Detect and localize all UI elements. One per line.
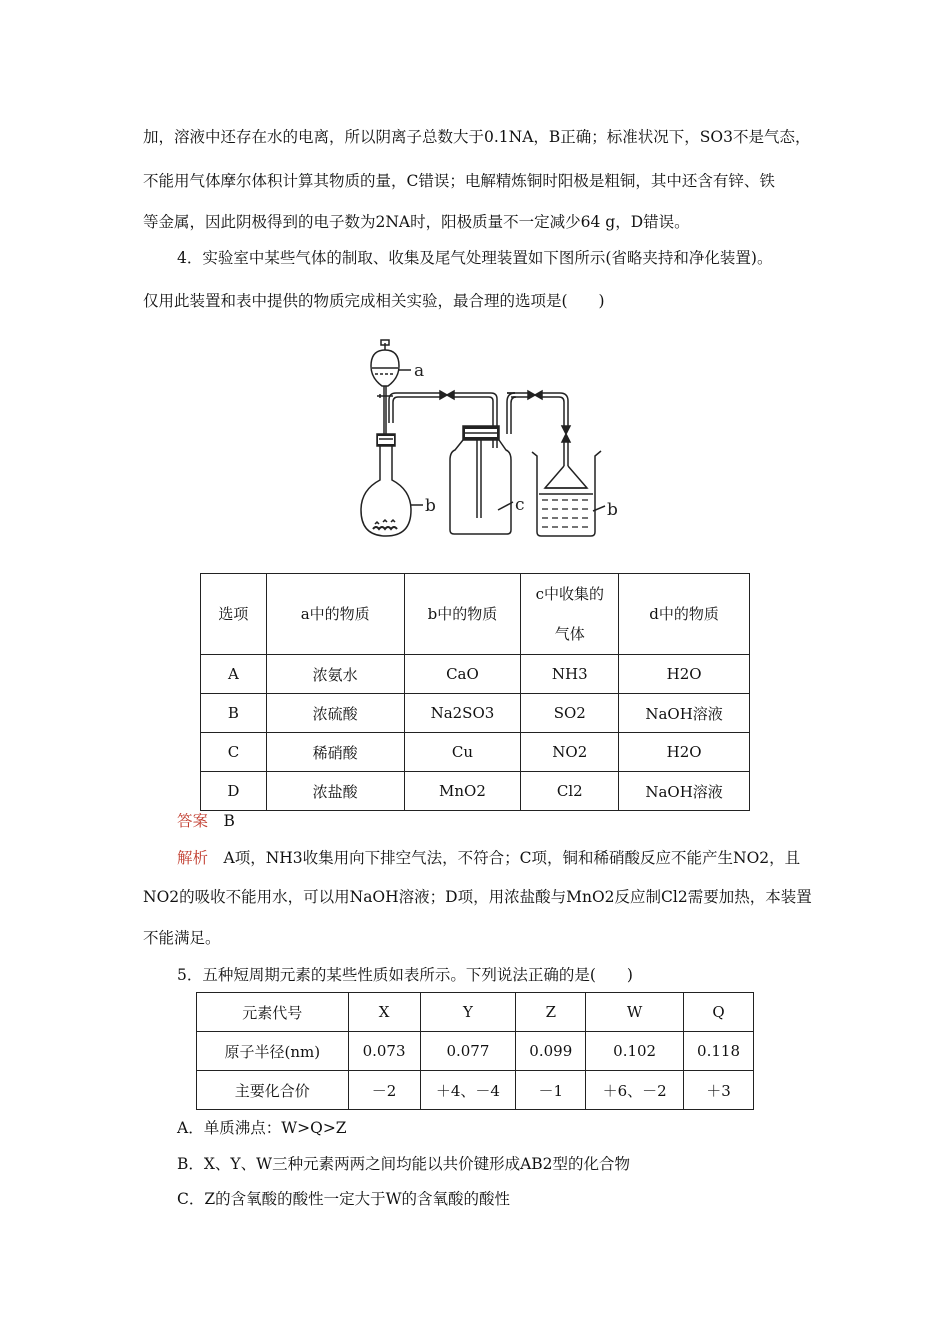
- table-cell: ＋4、－4: [420, 1071, 516, 1110]
- q4-options-table: [200, 573, 750, 811]
- table-cell: NH3: [521, 655, 619, 694]
- label-b-beaker: [593, 500, 618, 520]
- table-cell: 0.102: [586, 1032, 684, 1071]
- table-cell: 0.118: [684, 1032, 754, 1071]
- beaker: [532, 451, 601, 536]
- table-cell: NO2: [521, 733, 619, 772]
- table-cell: H2O: [619, 733, 750, 772]
- header-cell: d中的物质: [619, 574, 750, 655]
- table-row: [201, 694, 750, 733]
- table-cell: CaO: [404, 655, 521, 694]
- analysis-line-2: NO2的吸收不能用水，可以用NaOH溶液；D项，用浓盐酸与MnO2反应制Cl2需要加热，本装置: [143, 888, 812, 906]
- table-row: [197, 1032, 754, 1071]
- tube-2: [507, 391, 570, 466]
- label-a: [399, 361, 424, 381]
- header-line: 气体: [554, 625, 585, 643]
- table-cell: ＋3: [684, 1071, 754, 1110]
- table-cell: H2O: [619, 655, 750, 694]
- q5-stem: 5．五种短周期元素的某些性质如表所示。下列说法正确的是( ): [177, 966, 633, 984]
- table-cell: NaOH溶液: [619, 694, 750, 733]
- table-cell: ＋6、－2: [586, 1071, 684, 1110]
- separatory-funnel: [371, 340, 399, 416]
- table-cell: 原子半径(nm): [197, 1032, 349, 1071]
- table-cell: Y: [420, 993, 516, 1032]
- header-line: c中收集的: [535, 585, 604, 603]
- answer-value: B: [223, 812, 235, 830]
- q5-element-table: [196, 992, 754, 1110]
- table-cell: 浓硫酸: [266, 694, 404, 733]
- table-cell: Cl2: [521, 772, 619, 811]
- table-cell: 浓盐酸: [266, 772, 404, 811]
- header-cell: b中的物质: [404, 574, 521, 655]
- label-b-flask-text: b: [425, 496, 436, 516]
- table-cell: Na2SO3: [404, 694, 521, 733]
- analysis-label: 解析: [177, 849, 209, 867]
- table-cell: W: [586, 993, 684, 1032]
- table-cell: Z: [516, 993, 586, 1032]
- analysis-line-3: 不能满足。: [143, 929, 221, 947]
- table-cell: C: [201, 733, 267, 772]
- table-cell: Q: [684, 993, 754, 1032]
- collection-bottle: [450, 426, 511, 534]
- table-cell: －2: [348, 1071, 420, 1110]
- round-flask: [361, 416, 411, 536]
- table-cell: A: [201, 655, 267, 694]
- table-cell: 稀硝酸: [266, 733, 404, 772]
- analysis-line-1: [177, 847, 847, 869]
- q4-stem-line-1: 4．实验室中某些气体的制取、收集及尾气处理装置如下图所示(省略夹持和净化装置)。: [177, 249, 773, 267]
- header-cell: 选项: [201, 574, 267, 655]
- table-cell: MnO2: [404, 772, 521, 811]
- label-c-text: c: [515, 495, 525, 515]
- table-cell: SO2: [521, 694, 619, 733]
- q4-stem-line-2: 仅用此装置和表中提供的物质完成相关实验，最合理的选项是( ): [143, 292, 605, 310]
- analysis-text-1: A项，NH3收集用向下排空气法，不符合；C项，铜和稀硝酸反应不能产生NO2，且: [223, 849, 801, 867]
- label-b-beaker-text: b: [607, 500, 618, 520]
- answer-label: 答案: [177, 812, 209, 830]
- table-cell: D: [201, 772, 267, 811]
- label-a-text: a: [414, 361, 425, 381]
- table-row: [197, 1071, 754, 1110]
- table-cell: 主要化合价: [197, 1071, 349, 1110]
- table-row: [201, 655, 750, 694]
- table-row: [197, 993, 754, 1032]
- table-cell: 浓氨水: [266, 655, 404, 694]
- answer-line: [177, 810, 847, 832]
- table-row: [201, 733, 750, 772]
- intro-line-1: 加，溶液中还存在水的电离，所以阴离子总数大于0.1NA，B正确；标准状况下，SO3不是气态，: [143, 128, 811, 146]
- table-cell: X: [348, 993, 420, 1032]
- intro-line-2: 不能用气体摩尔体积计算其物质的量，C错误；电解精炼铜时阳极是粗铜，其中还含有锌、铁: [143, 172, 775, 190]
- header-cell-two-line: [521, 574, 619, 655]
- table-row: [201, 772, 750, 811]
- header-cell: a中的物质: [266, 574, 404, 655]
- table-cell: NaOH溶液: [619, 772, 750, 811]
- q5-option-a: A．单质沸点：W>Q>Z: [177, 1119, 347, 1137]
- table-cell: －1: [516, 1071, 586, 1110]
- table-cell: 元素代号: [197, 993, 349, 1032]
- intro-line-3: 等金属，因此阴极得到的电子数为2NA时，阳极质量不一定减少64 g，D错误。: [143, 213, 690, 231]
- label-b-flask: [411, 496, 436, 516]
- apparatus-diagram: [355, 338, 625, 548]
- table-cell: 0.077: [420, 1032, 516, 1071]
- q5-option-b: B．X、Y、W三种元素两两之间均能以共价键形成AB2型的化合物: [177, 1155, 631, 1173]
- q5-option-c: C．Z的含氧酸的酸性一定大于W的含氧酸的酸性: [177, 1190, 511, 1208]
- table-cell: 0.073: [348, 1032, 420, 1071]
- table-cell: Cu: [404, 733, 521, 772]
- table-header-row: [201, 574, 750, 655]
- table-cell: B: [201, 694, 267, 733]
- table-cell: 0.099: [516, 1032, 586, 1071]
